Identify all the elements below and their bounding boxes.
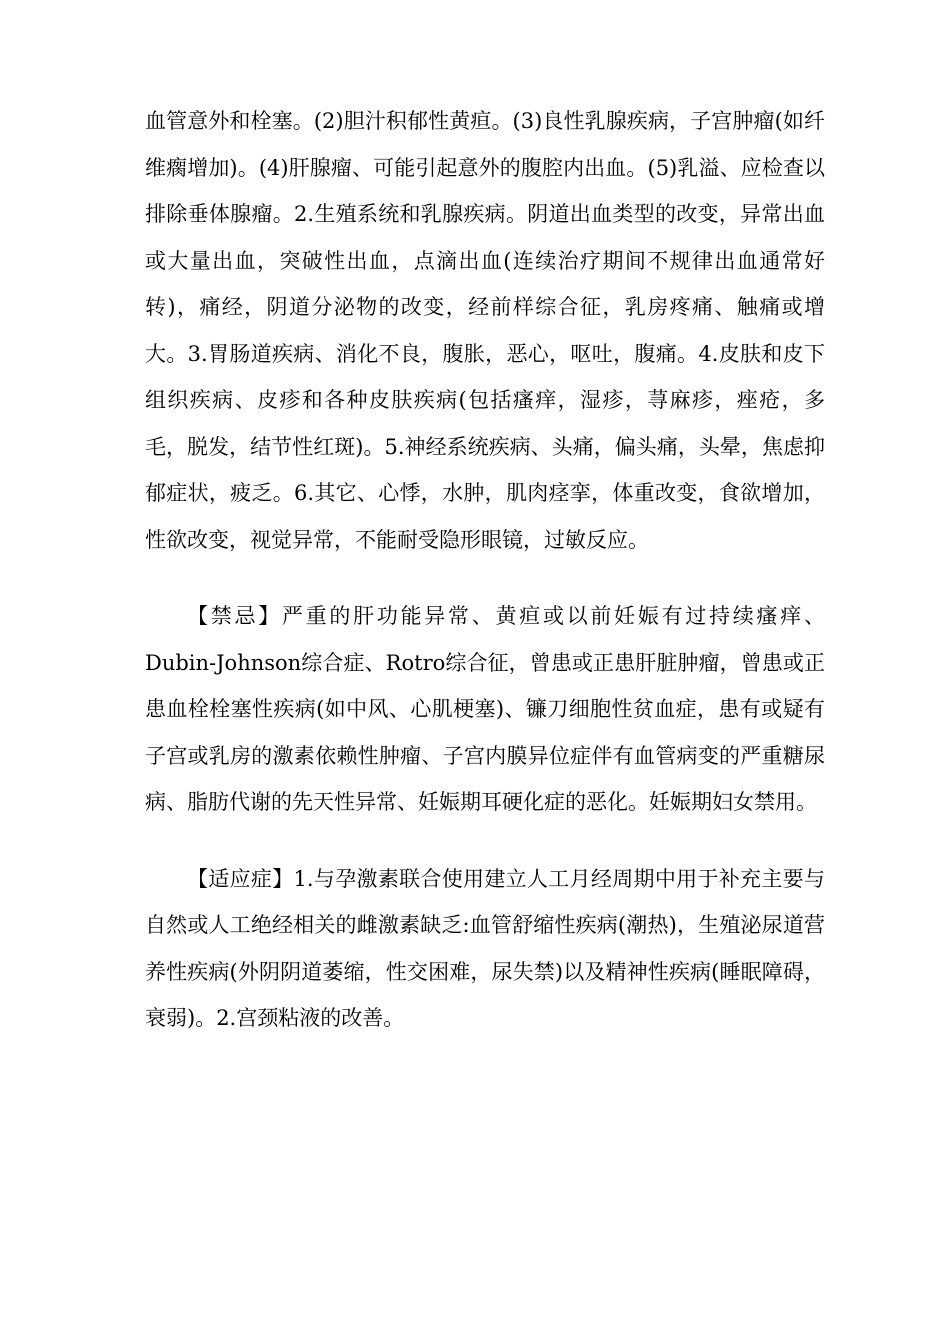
paragraph-indications: 【适应症】1.与孕激素联合使用建立人工月经周期中用于补充主要与自然或人工绝经相关的雌激素缺乏:血管舒缩性疾病(潮热)，生殖泌尿道营养性疾病(外阴阴道萎缩，性交困难，尿失禁)以及精神性疾病(睡眠障碍，衰弱)。2.宫颈粘液的改善。 (145, 866, 825, 1030)
paragraph-adverse-reactions: 血管意外和栓塞。(2)胆汁积郁性黄疸。(3)良性乳腺疾病，子宫肿瘤(如纤维瘸增加)。(4)肝腺瘤、可能引起意外的腹腔内出血。(5)乳溢、应检查以排除垂体腺瘤。2.生殖系统和乳腺疾病。阴道出血类型的改变，异常出血或大量出血，突破性出血，点滴出血(连续治疗期间不规律出血通常好转)，痛经，阴道分泌物的改变，经前样综合征，乳房疼痛、触痛或增大。3.胃肠道疾病、消化不良，腹胀，恶心，呕吐，腹痛。4.皮肤和皮下组织疾病、皮疹和各种皮肤疾病(包括瘙痒，湿疹，荨麻疹，痤疮，多毛，脱发，结节性红斑)。5.神经系统疾病、头痛，偏头痛，头晕，焦虑抑郁症状，疲乏。6.其它、心悸，水肿，肌肉痉挛，体重改变，食欲增加，性欲改变，视觉异常，不能耐受隐形眼镜，过敏反应。 (145, 109, 825, 552)
document-body (145, 98, 825, 1042)
paragraph-contraindications: 【禁忌】严重的肝功能异常、黄疸或以前妊娠有过持续瘙痒、Dubin-Johnson综合症、Rotro综合征，曾患或正患肝脏肿瘤，曾患或正患血栓栓塞性疾病(如中风、心肌梗塞)、镰刀细胞性贫血症，患有或疑有子宫或乳房的激素依赖性肿瘤、子宫内膜异位症伴有血管病变的严重糖尿病、脂肪代谢的先天性异常、妊娠期耳硬化症的恶化。妊娠期妇女禁用。 (145, 604, 825, 814)
